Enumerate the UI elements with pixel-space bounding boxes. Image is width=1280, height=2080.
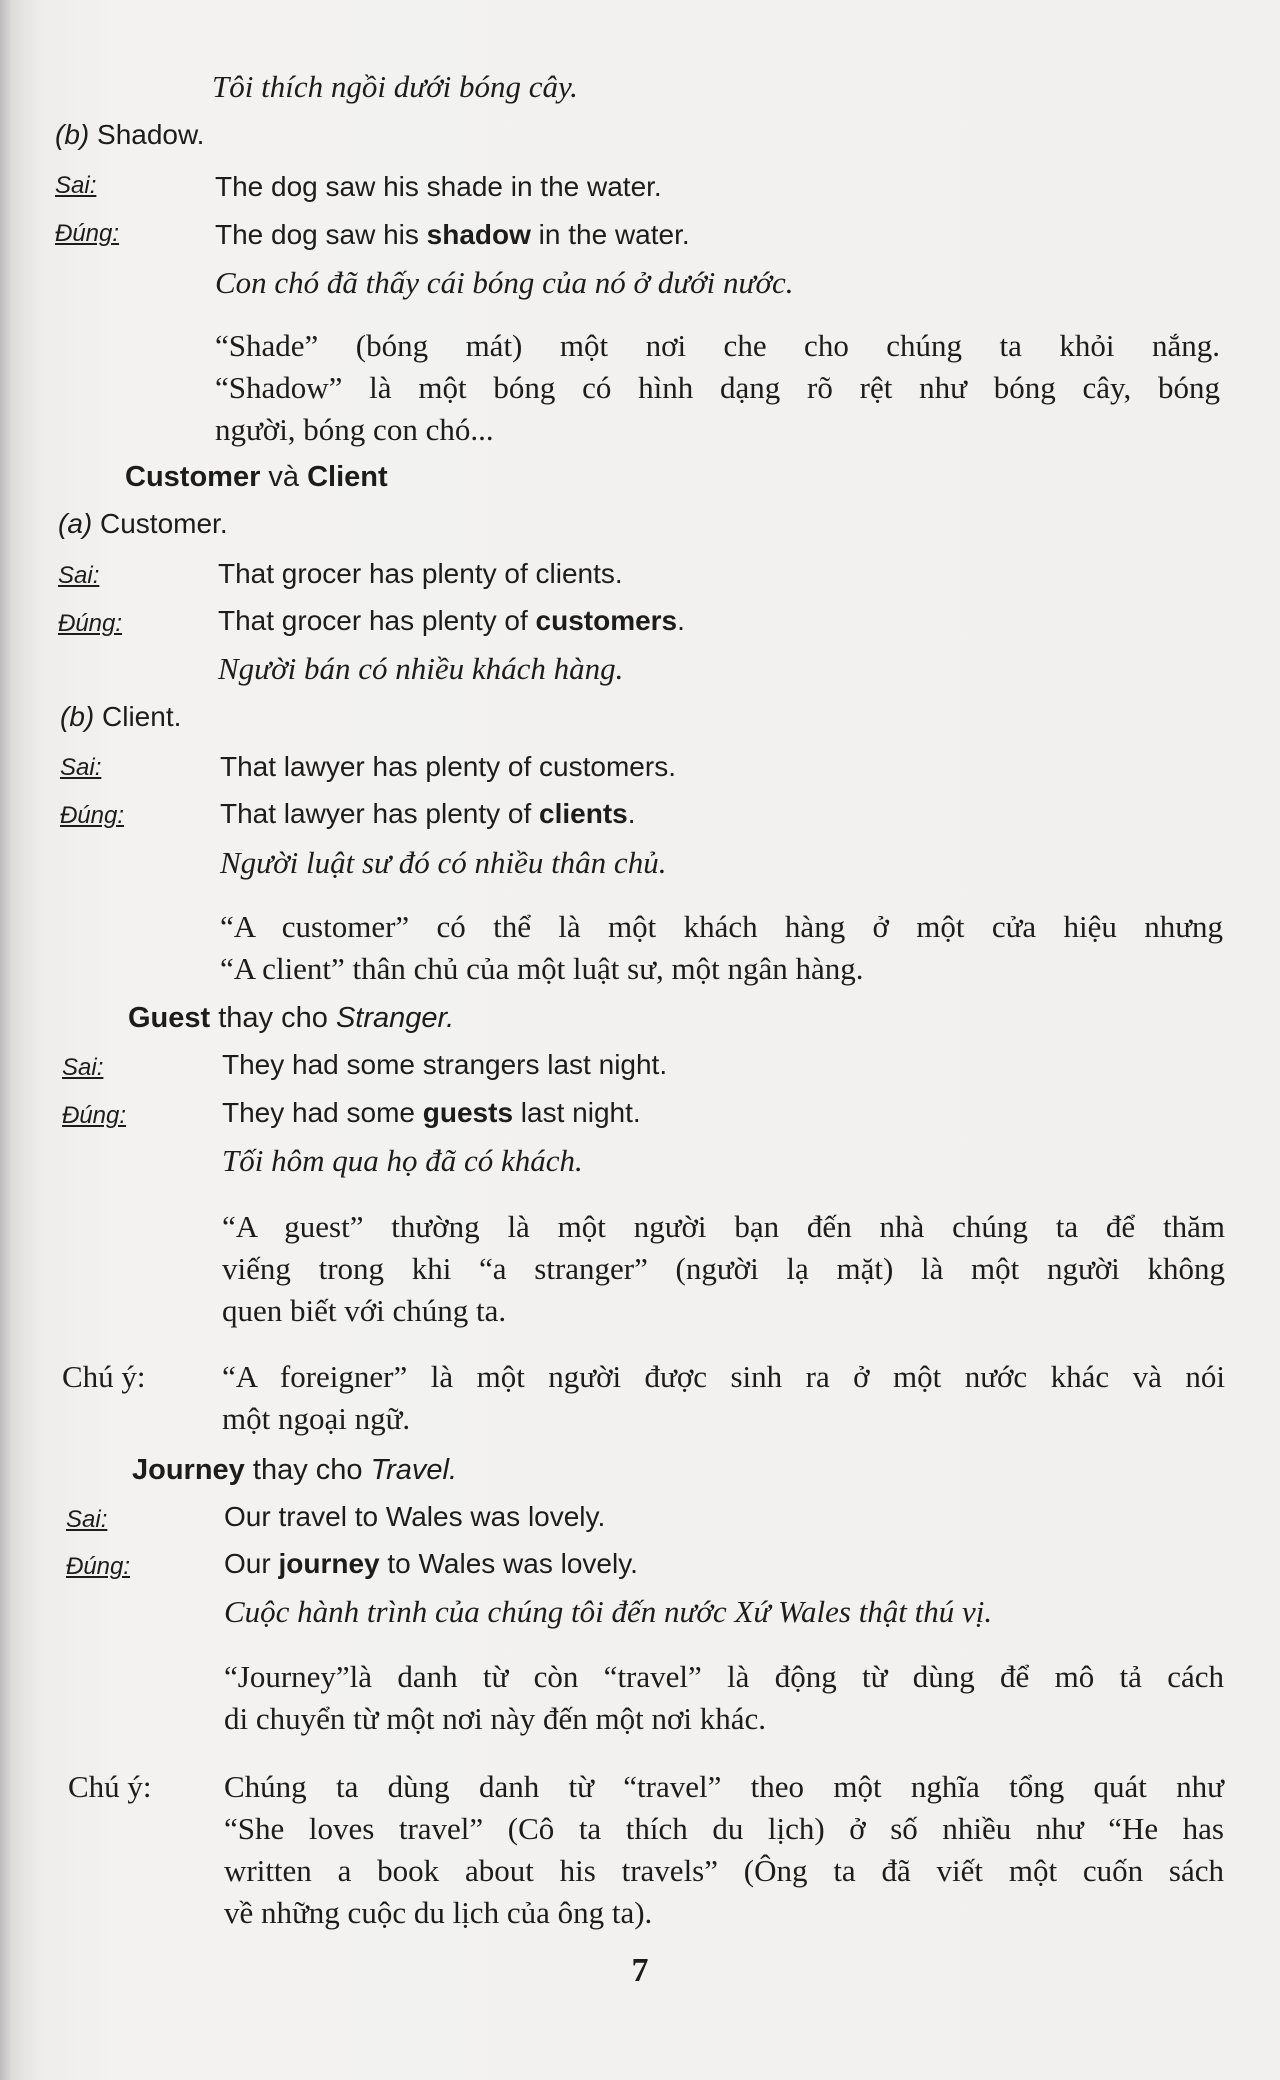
explanation-line: “A client” thân chủ của một luật sư, một ngân hàng. [220,951,864,986]
wrong-label: Sai: [55,172,97,199]
wrong-label: Sai: [60,754,102,781]
heading-word: Journey [132,1454,245,1486]
subheading-marker: (b) [60,701,95,732]
subheading-word: Client. [102,701,182,732]
wrong-sentence: They had some strangers last night. [222,1049,668,1080]
correct-sentence [222,1096,641,1130]
note-paragraph [222,1356,1225,1440]
section-heading-guest [128,1002,454,1035]
heading-connector: thay cho [210,1002,336,1034]
subheading-shadow [55,118,204,152]
note-line: về những cuộc du lịch của ông ta). [224,1895,653,1930]
subheading-word: Shadow. [97,119,205,150]
explanation-line: di chuyển từ một nơi này đến một nơi khác. [224,1701,767,1736]
example-vi: Con chó đã thấy cái bóng của nó ở dưới nước. [215,265,794,300]
correct-label: Đúng: [66,1553,131,1580]
correct-sentence [218,604,685,638]
explanation-line: “A guest” thường là một người bạn đến nhà chúng ta để thăm [222,1209,1225,1244]
note-line: một ngoại ngữ. [222,1401,411,1436]
subheading-client [60,700,181,734]
correct-text-post: to Wales was lovely. [379,1548,638,1579]
correct-sentence [215,218,690,252]
wrong-sentence: That lawyer has plenty of customers. [220,751,676,782]
correct-label: Đúng: [55,220,120,247]
explanation-line: người, bóng con chó... [215,412,494,447]
explanation-line: quen biết với chúng ta. [222,1293,507,1328]
correct-text-pre: That grocer has plenty of [218,605,536,636]
wrong-sentence: Our travel to Wales was lovely. [224,1501,606,1532]
note-line: “She loves travel” (Cô ta thích du lịch) ở số nhiều như “He has [224,1811,1224,1846]
correct-text-post: last night. [513,1097,641,1128]
correct-text-pre: The dog saw his [215,219,427,250]
heading-word: Travel. [370,1454,458,1486]
explanation-paragraph [220,906,1223,990]
wrong-label: Sai: [62,1054,104,1081]
subheading-marker: (a) [58,508,93,539]
correct-text-pre: Our [224,1548,279,1579]
explanation-paragraph [215,325,1220,451]
heading-connector: và [260,461,308,493]
correct-text-post: . [677,605,685,636]
correct-sentence [220,797,636,831]
subheading-marker: (b) [55,119,90,150]
heading-word: Client [307,461,388,493]
correct-keyword: shadow [426,219,531,250]
example-vi: Cuộc hành trình của chúng tôi đến nước Xứ Wales thật thú vị. [224,1594,993,1629]
wrong-label: Sai: [66,1506,108,1533]
section-heading-journey [132,1454,457,1487]
explanation-line: “Journey”là danh từ còn “travel” là động từ dùng để mô tả cách [224,1659,1224,1694]
explanation-paragraph [224,1656,1224,1740]
note-paragraph [224,1766,1224,1934]
section-heading-customer-client [125,461,388,494]
page-number: 7 [631,1952,649,1989]
correct-sentence [224,1547,638,1581]
correct-keyword: guests [422,1097,514,1128]
note-label: Chú ý: [68,1769,152,1804]
subheading-word: Customer. [100,508,228,539]
note-line: Chúng ta dùng danh từ “travel” theo một nghĩa tổng quát như [224,1769,1224,1804]
example-vi: Người luật sư đó có nhiều thân chủ. [220,845,667,880]
explanation-paragraph [222,1206,1225,1332]
correct-keyword: clients [539,798,628,829]
note-label: Chú ý: [62,1359,146,1394]
explanation-line: “Shade” (bóng mát) một nơi che cho chúng ta khỏi nắng. [215,328,1220,363]
correct-label: Đúng: [58,610,123,637]
correct-text-pre: They had some [222,1097,423,1128]
example-vi: Tối hôm qua họ đã có khách. [222,1143,583,1178]
note-line: written a book about his travels” (Ông ta đã viết một cuốn sách [224,1853,1224,1888]
correct-keyword: customers [535,605,678,636]
correct-text-post: . [627,798,636,829]
explanation-line: “A customer” có thể là một khách hàng ở một cửa hiệu nhưng [220,909,1223,944]
correct-label: Đúng: [60,802,125,829]
subheading-customer [58,507,228,541]
heading-connector: thay cho [244,1454,371,1486]
note-line: “A foreigner” là một người được sinh ra ở một nước khác và nói [222,1359,1225,1394]
heading-word: Customer [125,461,261,493]
correct-text-post: in the water. [530,219,690,250]
example-vi-shade: Tôi thích ngồi dưới bóng cây. [212,69,578,104]
heading-word: Guest [128,1002,211,1034]
correct-label: Đúng: [62,1102,127,1129]
example-vi: Người bán có nhiều khách hàng. [218,651,624,686]
wrong-sentence: That grocer has plenty of clients. [218,558,623,589]
correct-text-pre: That lawyer has plenty of [220,798,540,829]
explanation-line: viếng trong khi “a stranger” (người lạ mặt) là một người không [222,1251,1225,1286]
wrong-sentence: The dog saw his shade in the water. [215,171,662,202]
wrong-label: Sai: [58,562,100,589]
correct-keyword: journey [278,1548,380,1579]
heading-word: Stranger. [335,1002,455,1034]
explanation-line: “Shadow” là một bóng có hình dạng rõ rệt như bóng cây, bóng [215,370,1220,405]
